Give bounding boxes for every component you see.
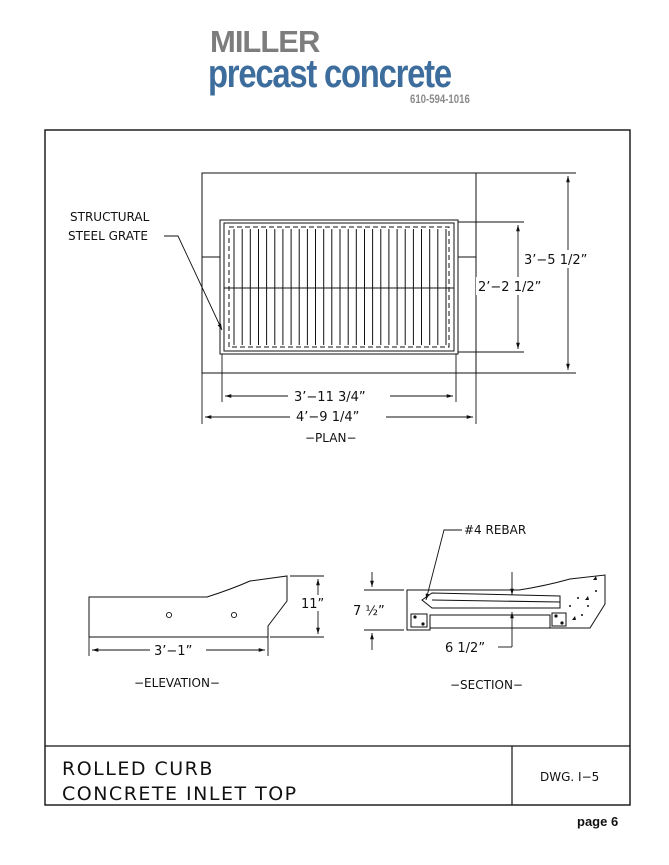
dim-elevation-height-label: 11” <box>301 597 325 612</box>
dim-section-width <box>498 572 512 647</box>
dim-grate-height-label: 2’−2 1/2” <box>478 280 542 295</box>
plan-outer-slab <box>202 173 476 373</box>
logo-phone-number: 610-594-1016 <box>410 92 470 106</box>
elevation-hole-left <box>166 612 171 617</box>
section-view-label: −SECTION− <box>450 678 523 692</box>
dim-overall-height-label: 3’−5 1/2” <box>524 253 588 268</box>
plan-opening <box>220 220 458 354</box>
plan-view-label: −PLAN− <box>305 431 357 445</box>
dim-section-width-label: 6 1/2” <box>445 641 486 656</box>
title-line1: ROLLED CURB <box>62 758 214 780</box>
dim-overall-width-label: 4’−9 1/4” <box>296 410 360 425</box>
elevation-outline <box>89 576 287 637</box>
grate-bars <box>234 229 446 345</box>
grate-label-line1: STRUCTURAL <box>70 210 150 224</box>
page-number: page 6 <box>577 814 619 829</box>
logo-miller-text: MILLER <box>210 24 320 59</box>
rebar-label: #4 REBAR <box>464 523 527 537</box>
section-rebar-box-right <box>552 613 566 626</box>
section-rebar-box-left <box>411 614 427 627</box>
logo-precast-text: precast concrete <box>208 52 451 96</box>
dim-section-height-label: 7 ½” <box>353 604 385 619</box>
dim-grate-width-label: 3’−11 3/4” <box>294 390 366 405</box>
section-grate-bar <box>432 600 560 602</box>
elevation-view-label: −ELEVATION− <box>134 676 220 690</box>
grate-leader <box>164 236 222 330</box>
plan-view <box>202 173 476 373</box>
dim-elevation-length-label: 3’−1” <box>154 644 193 659</box>
grate-label-line2: STEEL GRATE <box>68 229 148 243</box>
dim-overall-height <box>476 173 576 373</box>
section-slab-outline <box>407 575 605 630</box>
elevation-hole-right <box>231 612 236 617</box>
drawing-number: DWG. I−5 <box>540 770 600 784</box>
section-view <box>407 575 605 630</box>
title-line2: CONCRETE INLET TOP <box>62 783 298 805</box>
grate-inner-frame <box>229 227 449 347</box>
